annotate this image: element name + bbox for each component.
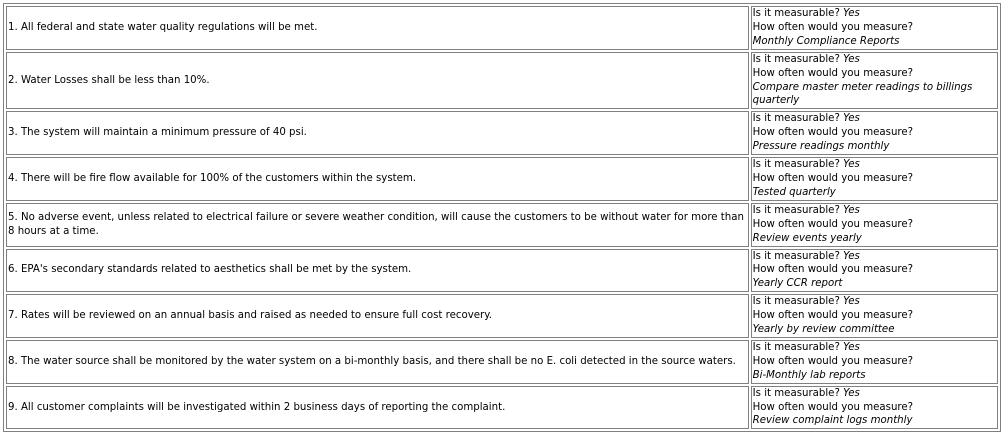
measurable-line xyxy=(753,341,996,355)
table-row xyxy=(6,52,998,110)
goal-cell: 7. Rates will be reviewed on an annual basis and raised as needed to ensure full cost recovery. xyxy=(6,294,749,338)
frequency-question: How often would you measure? xyxy=(752,401,914,413)
measurable-answer: Yes xyxy=(843,387,860,399)
measurable-question: Is it measurable? xyxy=(752,53,840,65)
frequency-answer: Bi-Monthly lab reports xyxy=(752,369,866,381)
measurement-cell xyxy=(751,249,998,293)
measurable-question: Is it measurable? xyxy=(752,8,840,19)
measurement-cell xyxy=(751,203,998,247)
frequency-answer: Review events yearly xyxy=(752,232,862,244)
goal-cell: 3. The system will maintain a minimum pressure of 40 psi. xyxy=(6,111,749,155)
table-row xyxy=(6,6,998,50)
frequency-answer: Yearly by review committee xyxy=(752,324,895,336)
measurable-answer: Yes xyxy=(843,204,860,216)
measurable-question: Is it measurable? xyxy=(752,387,840,399)
frequency-answer: Review complaint logs monthly xyxy=(752,415,913,427)
measurable-question: Is it measurable? xyxy=(752,159,840,171)
measurable-line xyxy=(753,158,996,172)
measurable-question: Is it measurable? xyxy=(752,296,840,308)
frequency-answer: Monthly Compliance Reports xyxy=(752,35,900,47)
measurement-cell xyxy=(751,386,998,430)
measurable-answer: Yes xyxy=(843,341,860,353)
measurable-line xyxy=(753,204,996,218)
goal-cell: 2. Water Losses shall be less than 10%. xyxy=(6,52,749,110)
goal-cell: 1. All federal and state water quality regulations will be met. xyxy=(6,6,749,50)
frequency-question: How often would you measure? xyxy=(752,21,914,33)
frequency-answer: Yearly CCR report xyxy=(752,278,843,290)
frequency-question: How often would you measure? xyxy=(752,355,914,367)
measurable-line xyxy=(753,250,996,264)
measurable-answer: Yes xyxy=(843,8,860,19)
measurable-line xyxy=(753,112,996,126)
measurement-cell xyxy=(751,157,998,201)
measurable-answer: Yes xyxy=(843,53,860,65)
measurement-cell xyxy=(751,111,998,155)
measurable-line xyxy=(753,295,996,309)
measurable-answer: Yes xyxy=(843,113,860,125)
frequency-question: How often would you measure? xyxy=(752,264,914,276)
table-row xyxy=(6,249,998,293)
goal-cell: 8. The water source shall be monitored by the water system on a bi-monthly basis, and there shall be no E. coli detected in the source waters. xyxy=(6,340,749,384)
frequency-question: How often would you measure? xyxy=(752,172,914,184)
goals-table xyxy=(3,3,1001,432)
table-row xyxy=(6,340,998,384)
table-row xyxy=(6,203,998,247)
frequency-question: How often would you measure? xyxy=(752,310,914,322)
frequency-question: How often would you measure? xyxy=(752,127,914,139)
goal-cell: 6. EPA's secondary standards related to aesthetics shall be met by the system. xyxy=(6,249,749,293)
goal-cell: 9. All customer complaints will be investigated within 2 business days of reporting the complaint. xyxy=(6,386,749,430)
measurement-cell xyxy=(751,6,998,50)
frequency-question: How often would you measure? xyxy=(752,67,914,79)
frequency-question: How often would you measure? xyxy=(752,218,914,230)
measurement-cell xyxy=(751,340,998,384)
measurable-line xyxy=(753,7,996,21)
measurable-question: Is it measurable? xyxy=(752,341,840,353)
measurable-answer: Yes xyxy=(843,250,860,262)
frequency-answer: Compare master meter readings to billings quarterly xyxy=(752,81,973,107)
table-row xyxy=(6,111,998,155)
table-row xyxy=(6,294,998,338)
frequency-answer: Tested quarterly xyxy=(752,186,836,198)
measurable-question: Is it measurable? xyxy=(752,113,840,125)
goal-cell: 4. There will be fire flow available for 100% of the customers within the system. xyxy=(6,157,749,201)
goal-cell: 5. No adverse event, unless related to electrical failure or severe weather condition, will cause the customers to be without water for more than 8 hours at a time. xyxy=(6,203,749,247)
measurement-cell xyxy=(751,52,998,110)
measurable-answer: Yes xyxy=(843,159,860,171)
table-row xyxy=(6,386,998,430)
measurable-line xyxy=(753,53,996,67)
measurable-question: Is it measurable? xyxy=(752,250,840,262)
measurable-line xyxy=(753,387,996,401)
measurable-answer: Yes xyxy=(843,296,860,308)
measurable-question: Is it measurable? xyxy=(752,204,840,216)
frequency-answer: Pressure readings monthly xyxy=(752,141,890,153)
table-row xyxy=(6,157,998,201)
measurement-cell xyxy=(751,294,998,338)
